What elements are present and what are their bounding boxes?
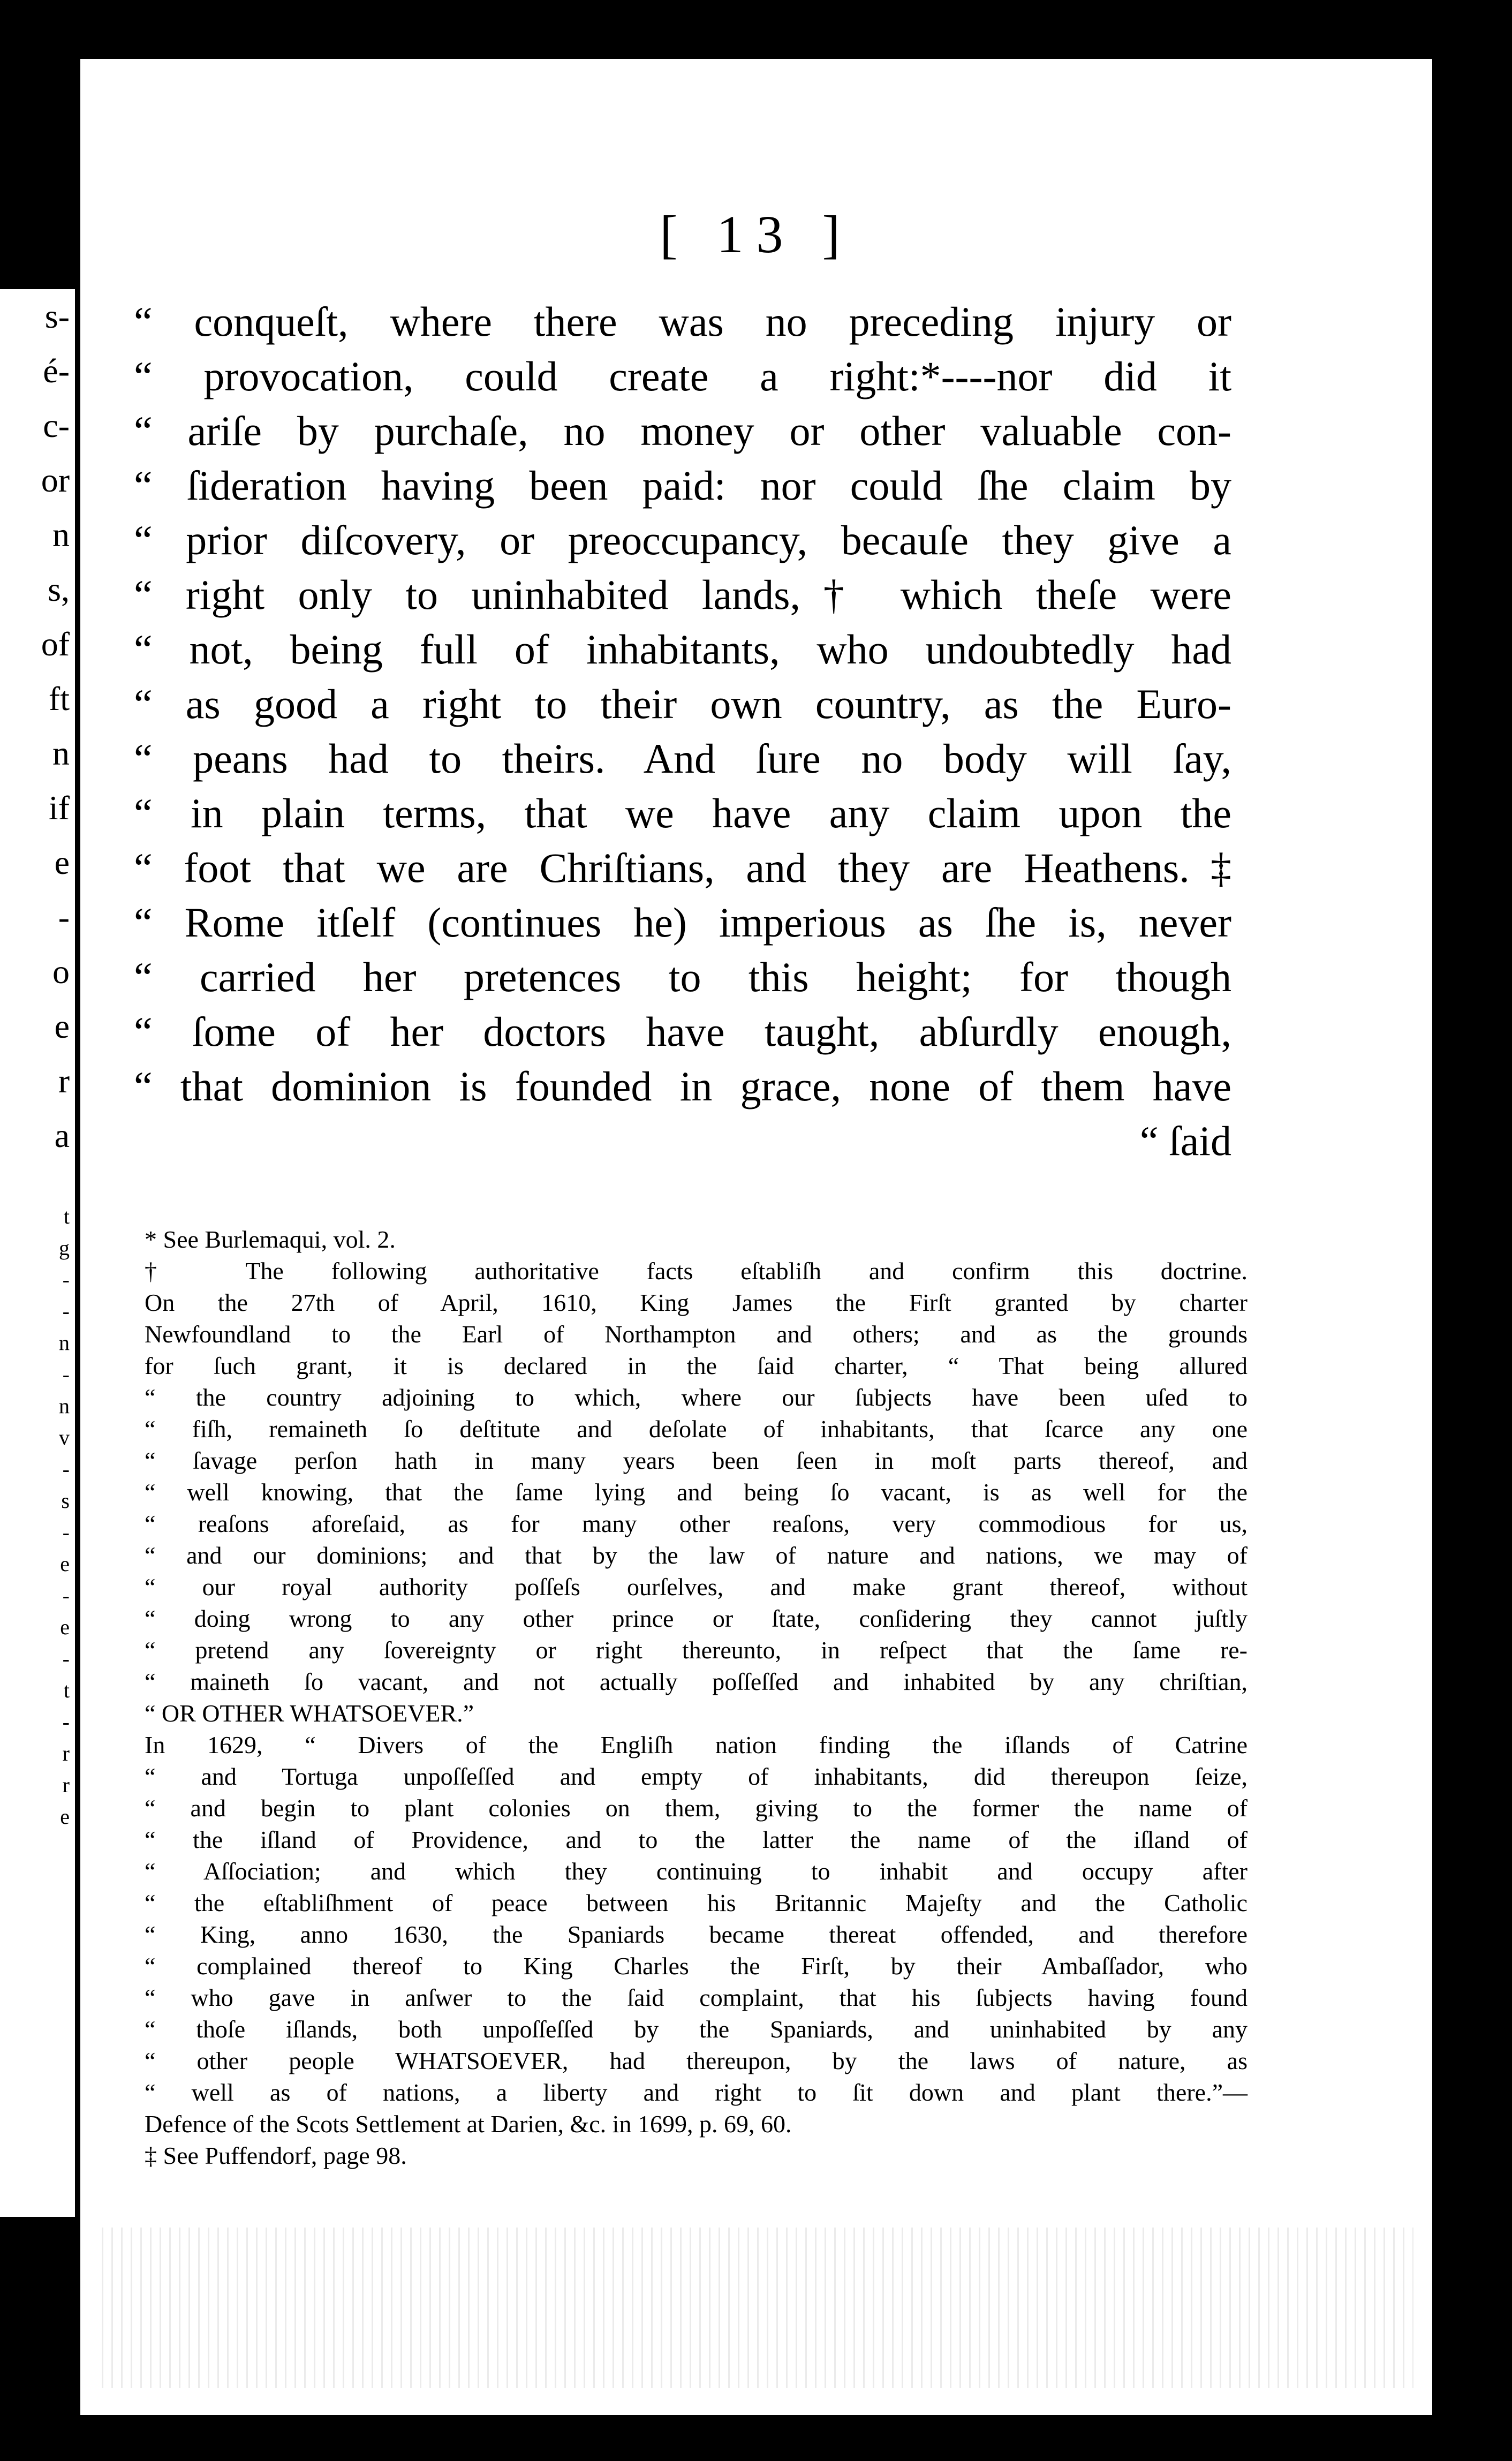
margin-fragment: e bbox=[54, 843, 70, 881]
margin-fragment: e bbox=[54, 1007, 70, 1045]
margin-fragment: - bbox=[62, 1583, 70, 1607]
margin-fragment: r bbox=[62, 1741, 70, 1765]
book-page bbox=[80, 59, 1432, 2415]
footnote-line: “ the country adjoining to which, where our ſubjects have been uſed to bbox=[145, 1384, 1248, 1411]
text-line: “ foot that we are Chriſtians, and they are Heathens.‡ bbox=[134, 844, 1231, 891]
margin-fragment: n bbox=[52, 516, 70, 554]
margin-fragment: e bbox=[60, 1805, 70, 1829]
catchword: “ ſaid bbox=[1139, 1118, 1231, 1164]
footnote-line: † The following authoritative facts eſtabliſh and confirm this doctrine. bbox=[145, 1257, 1248, 1285]
footnote-line: “ pretend any ſovereignty or right thereunto, in reſpect that the ſame re- bbox=[145, 1636, 1248, 1664]
text-line: “ conqueſt, where there was no preceding injury or bbox=[134, 298, 1231, 345]
footnote-line: “ the eſtabliſhment of peace between his Britannic Majeſty and the Catholic bbox=[145, 1889, 1248, 1916]
margin-fragment: - bbox=[62, 1457, 70, 1481]
margin-fragment: n bbox=[52, 734, 70, 772]
footnote-line: “ other people WHATSOEVER, had thereupon, by the laws of nature, as bbox=[145, 2047, 1248, 2074]
footnote-line: “ reaſons aforeſaid, as for many other reaſons, very commodious for us, bbox=[145, 1510, 1248, 1537]
footnote-line: “ the iſland of Providence, and to the latter the name of the iſland of bbox=[145, 1826, 1248, 1853]
margin-fragment: v bbox=[59, 1425, 70, 1450]
margin-fragment: or bbox=[41, 461, 70, 499]
footnote-line: “ and our dominions; and that by the law of nature and nations, we may of bbox=[145, 1542, 1248, 1569]
margin-fragment: n bbox=[59, 1394, 70, 1418]
text-line: “ peans had to theirs. And ſure no body will ſay, bbox=[134, 735, 1231, 782]
page-number: [ 13 ] bbox=[660, 205, 853, 264]
left-page-fragments bbox=[0, 289, 75, 2217]
margin-fragment: ft bbox=[48, 680, 70, 718]
text-line: “ that dominion is founded in grace, none of them have bbox=[134, 1063, 1231, 1109]
text-line: “ in plain terms, that we have any claim upon the bbox=[134, 790, 1231, 836]
margin-fragment: t bbox=[63, 1678, 70, 1702]
margin-fragment: e bbox=[60, 1552, 70, 1576]
main-text bbox=[134, 295, 1231, 1114]
margin-fragment: t bbox=[63, 1204, 70, 1228]
footnote-line: “ our royal authority poſſeſs ourſelves, and make grant thereof, without bbox=[145, 1573, 1248, 1601]
margin-fragment: s bbox=[61, 1489, 70, 1513]
margin-fragment: - bbox=[58, 898, 70, 936]
footnote-line: “ and begin to plant colonies on them, giving to the former the name of bbox=[145, 1794, 1248, 1822]
text-line: “ ſideration having been paid: nor could ſhe claim by bbox=[134, 462, 1231, 509]
footnote-line: “ thoſe iſlands, both unpoſſeſſed by the Spaniards, and uninhabited by any bbox=[145, 2015, 1248, 2043]
text-line: “ right only to uninhabited lands,† which theſe were bbox=[134, 571, 1231, 618]
margin-fragment: of bbox=[41, 625, 70, 663]
footnote-line: “ OR OTHER WHATSOEVER.” bbox=[145, 1700, 474, 1727]
text-line: “ prior diſcovery, or preoccupancy, becauſe they give a bbox=[134, 517, 1231, 563]
margin-fragment: o bbox=[52, 953, 70, 991]
margin-fragment: - bbox=[62, 1267, 70, 1292]
margin-fragment: e bbox=[60, 1615, 70, 1639]
footnotes bbox=[145, 1224, 1248, 2171]
footnote-line: “ complained thereof to King Charles the Firſt, by their Ambaſſador, who bbox=[145, 1952, 1248, 1980]
margin-fragment: é- bbox=[43, 352, 70, 390]
margin-fragment: r bbox=[58, 1062, 70, 1100]
footnote-line: * See Burlemaqui, vol. 2. bbox=[145, 1226, 396, 1253]
footnote-line: “ well knowing, that the ſame lying and being ſo vacant, is as well for the bbox=[145, 1478, 1248, 1506]
margin-fragment: g bbox=[59, 1236, 70, 1260]
margin-fragment: - bbox=[62, 1647, 70, 1671]
footnote-line: On the 27th of April, 1610, King James the Firſt granted by charter bbox=[145, 1289, 1248, 1316]
margin-fragment: s, bbox=[48, 570, 70, 608]
text-line: “ as good a right to their own country, as the Euro- bbox=[134, 681, 1231, 727]
text-line: “ carried her pretences to this height; for though bbox=[134, 954, 1231, 1000]
margin-fragment: r bbox=[62, 1773, 70, 1797]
margin-fragment: s- bbox=[44, 297, 70, 335]
margin-fragment: a bbox=[54, 1116, 70, 1154]
page-edge-texture bbox=[102, 2228, 1413, 2388]
margin-fragment: if bbox=[48, 789, 70, 827]
margin-fragment: n bbox=[59, 1331, 70, 1355]
text-line: “ not, being full of inhabitants, who undoubtedly had bbox=[134, 626, 1231, 673]
margin-fragment: - bbox=[62, 1299, 70, 1323]
footnote-line: “ ſavage perſon hath in many years been ſeen in moſt parts thereof, and bbox=[145, 1447, 1248, 1474]
footnote-line: for ſuch grant, it is declared in the ſaid charter, “ That being allured bbox=[145, 1352, 1248, 1379]
footnote-line: In 1629, “ Divers of the Engliſh nation finding the iſlands of Catrine bbox=[145, 1731, 1248, 1758]
margin-fragment: c- bbox=[43, 406, 70, 444]
footnote-line: “ doing wrong to any other prince or ſtate, conſidering they cannot juſtly bbox=[145, 1605, 1248, 1632]
text-line: “ provocation, could create a right:*----nor did it bbox=[134, 353, 1231, 399]
footnote-line: “ maineth ſo vacant, and not actually poſſeſſed and inhabited by any chriſtian, bbox=[145, 1668, 1248, 1695]
text-line: “ Rome itſelf (continues he) imperious as ſhe is, never bbox=[134, 899, 1231, 946]
margin-fragment: - bbox=[62, 1520, 70, 1544]
margin-fragment: - bbox=[62, 1710, 70, 1734]
footnote-line: “ King, anno 1630, the Spaniards became thereat offended, and therefore bbox=[145, 1921, 1248, 1948]
footnote-line: “ fiſh, remaineth ſo deſtitute and deſolate of inhabitants, that ſcarce any one bbox=[145, 1415, 1248, 1443]
text-line: “ ſome of her doctors have taught, abſurdly enough, bbox=[134, 1008, 1231, 1055]
footnote-line: “ who gave in anſwer to the ſaid complaint, that his ſubjects having found bbox=[145, 1984, 1248, 2011]
footnote-line: ‡ See Puffendorf, page 98. bbox=[145, 2142, 407, 2169]
text-line: “ ariſe by purchaſe, no money or other valuable con- bbox=[134, 407, 1231, 454]
footnote-line: “ and Tortuga unpoſſeſſed and empty of inhabitants, did thereupon ſeize, bbox=[145, 1763, 1248, 1790]
margin-fragment: - bbox=[62, 1362, 70, 1386]
footnote-line: Newfoundland to the Earl of Northampton and others; and as the grounds bbox=[145, 1320, 1248, 1348]
footnote-line: Defence of the Scots Settlement at Darien, &c. in 1699, p. 69, 60. bbox=[145, 2110, 792, 2138]
footnote-line: “ well as of nations, a liberty and right to ſit down and plant there.”— bbox=[145, 2079, 1248, 2106]
footnote-line: “ Aſſociation; and which they continuing to inhabit and occupy after bbox=[145, 1858, 1248, 1885]
